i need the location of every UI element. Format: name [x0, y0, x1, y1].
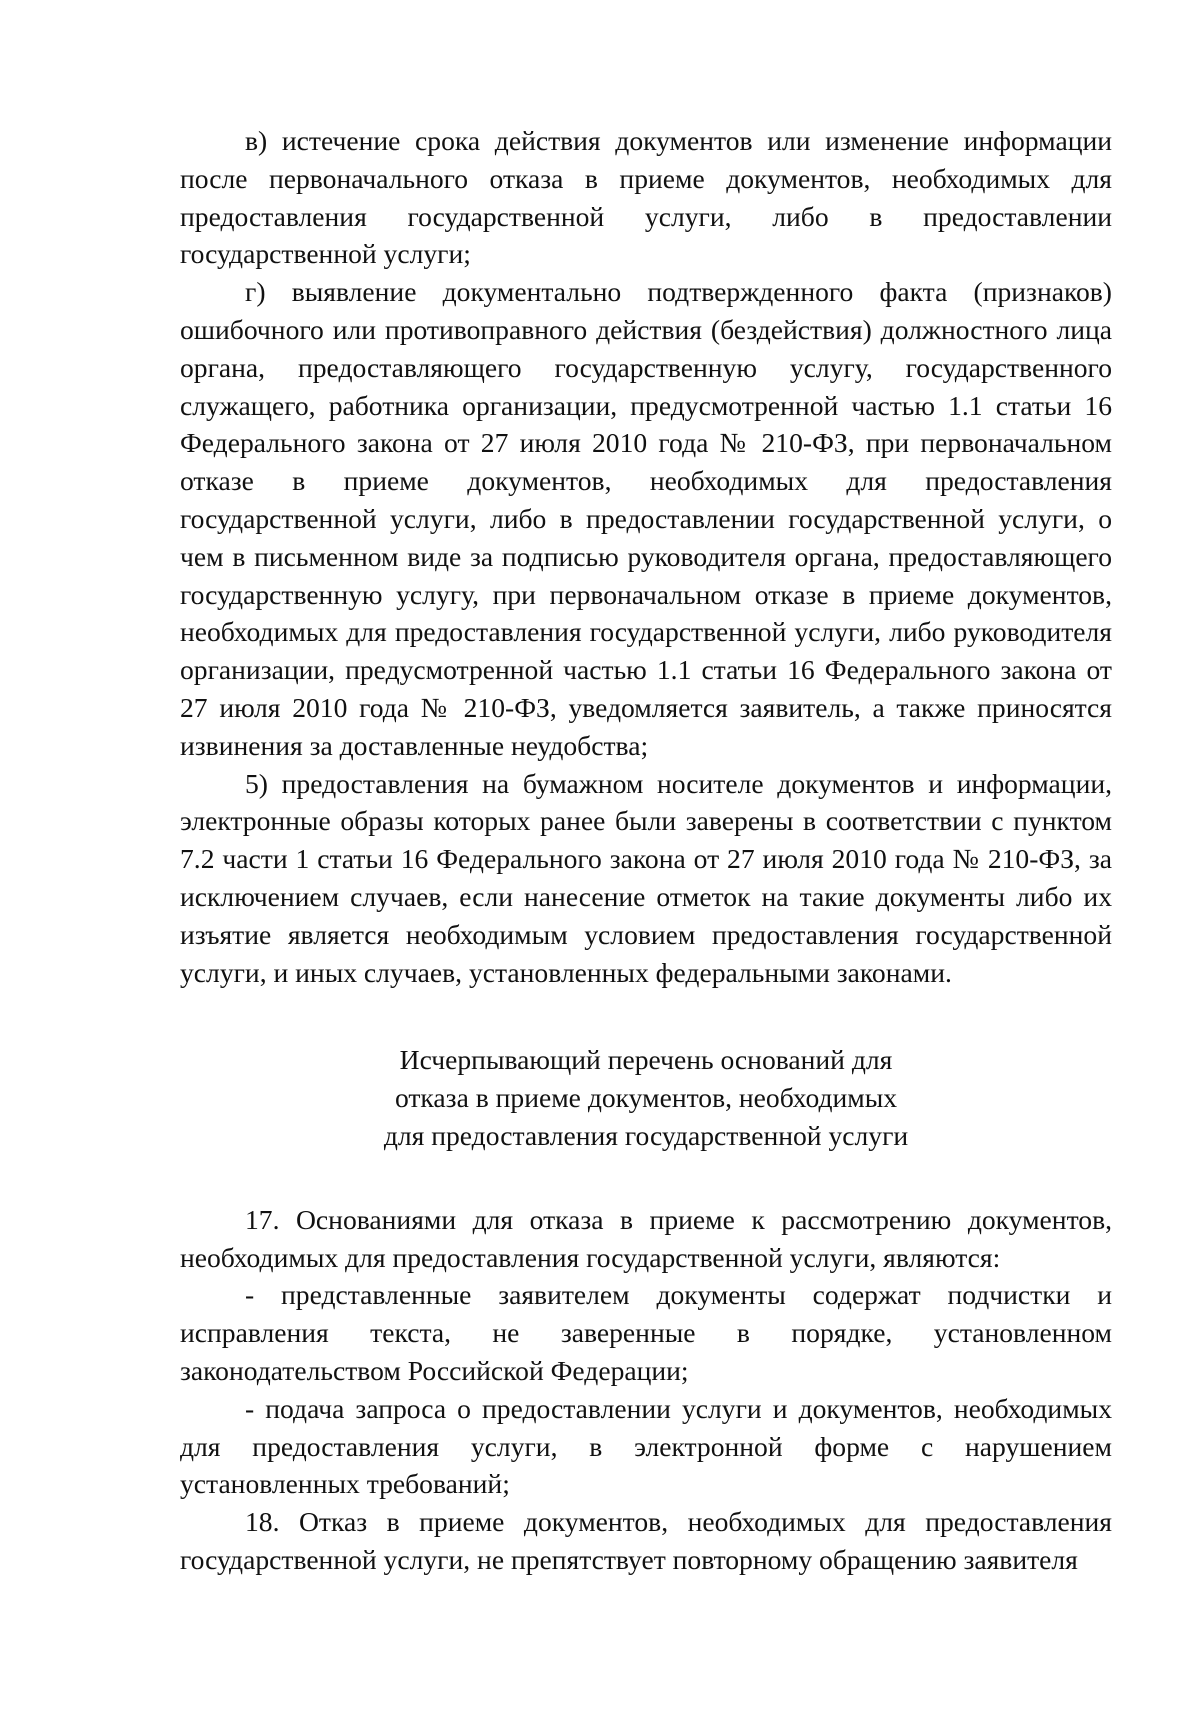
paragraph-v: в) истечение срока действия документов или изменение информации после первоначального отказа в приеме документов, необходимых для предоставления государственной услуги, либо в предоставлении государственной услуги;: [180, 125, 1112, 270]
heading-line-1: Исчерпывающий перечень оснований для: [399, 1044, 893, 1076]
paragraph-5: 5) предоставления на бумажном носителе документов и информации, электронные образы которых ранее были заверены в соответствии с пунктом 7.2 части 1 статьи 16 Федерального закона от 27 июля 2010 года № 210-ФЗ, за исключением случаев, если нанесение отметок на такие документы либо их изъятие является необходимым условием предоставления государственной услуги, и иных случаев, установленных федеральными законами.: [180, 767, 1112, 988]
heading-line-2: отказа в приеме документов, необходимых: [394, 1082, 898, 1114]
list-item-electronic-request: - подача запроса о предоставлении услуги и документов, необходимых для предоставления услуги, в электронной форме с нарушением установленных требований;: [180, 1392, 1112, 1500]
document-body: [180, 122, 1112, 1579]
section-heading: [180, 1041, 1112, 1154]
list-item-erasures: - представленные заявителем документы содержат подчистки и исправления текста, не заверенные в порядке, установленном законодательством Российской Федерации;: [180, 1279, 1112, 1386]
heading-line-3: для предоставления государственной услуги: [383, 1119, 909, 1151]
paragraph-g: г) выявление документально подтвержденного факта (признаков) ошибочного или противоправного действия (бездействия) должностного лица органа, предоставляющего государственную услугу, государственного служащего, работника организации, предусмотренной частью 1.1 статьи 16 Федерального закона от 27 июля 2010 года № 210-ФЗ, при первоначальном отказе в приеме документов, необходимых для предоставления государственной услуги, либо в предоставлении государственной услуги, о чем в письменном виде за подписью руководителя органа, предоставляющего государственную услугу, при первоначальном отказе в приеме документов, необходимых для предоставления государственной услуги, либо руководителя организации, предусмотренной частью 1.1 статьи 16 Федерального закона от 27 июля 2010 года № 210-ФЗ, уведомляется заявитель, а также приносятся извинения за доставленные неудобства;: [180, 276, 1112, 761]
paragraph-18: 18. Отказ в приеме документов, необходимых для предоставления государственной услуги, не препятствует повторному обращению заявителя: [180, 1506, 1112, 1575]
paragraph-17: 17. Основаниями для отказа в приеме к рассмотрению документов, необходимых для предоставления государственной услуги, являются:: [180, 1203, 1112, 1273]
